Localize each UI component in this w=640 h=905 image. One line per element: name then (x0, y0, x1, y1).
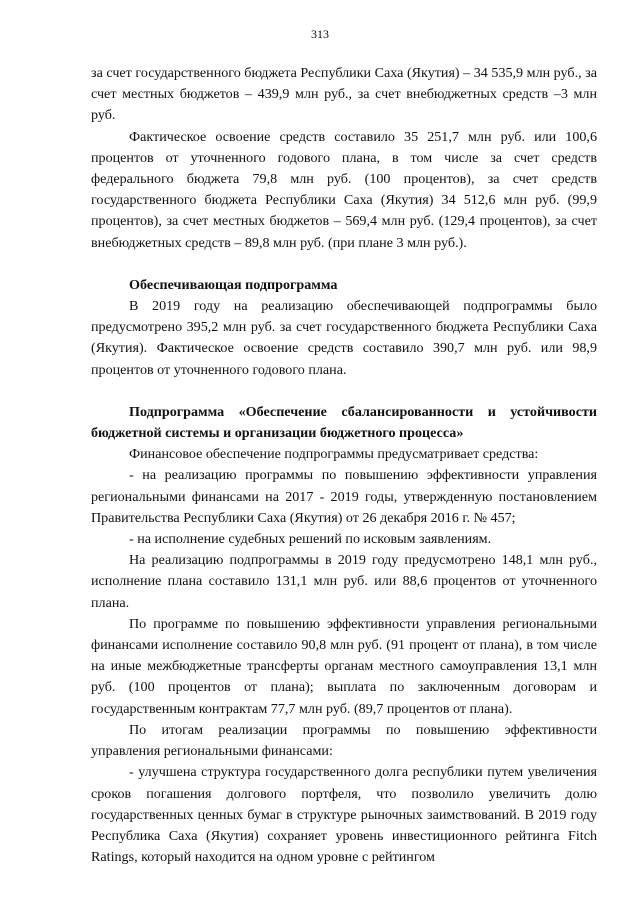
paragraph-subprogram-execution: На реализацию подпрограммы в 2019 году предусмотрено 148,1 млн руб., исполнение плана составило 131,1 млн руб. или 88,6 процентов от уточненного плана. (91, 552, 597, 611)
paragraph-support-subprogram: В 2019 году на реализацию обеспечивающей подпрограммы было предусмотрено 395,2 млн руб. за счет государственного бюджета Республики Саха (Якутия). Фактическое освоение средств составило 390,7 млн руб. или 98,9 процентов от уточненного годового плана. (91, 298, 597, 378)
paragraph-budget-sources: за счет государственного бюджета Республики Саха (Якутия) – 34 535,9 млн руб., за счет местных бюджетов – 439,9 млн руб., за счет внебюджетных средств –3 млн руб. (91, 65, 597, 124)
spacer (91, 254, 597, 275)
paragraph-results-intro: По итогам реализации программы по повышению эффективности управления региональными финансами: (91, 721, 597, 760)
list-item-debt-structure: - улучшена структура государственного долга республики путем увеличения сроков погашения долгового портфеля, что позволило увеличить долю государственных ценных бумаг в структуре рыночных заимствований. В 2019 году Республика Саха (Якутия) сохраняет уровень инвестиционного рейтинга Fitch Ratings, который находится на одном уровне с рейтингом (91, 764, 597, 866)
paragraph-efficiency-execution: По программе по повышению эффективности управления региональными финансами исполнение составило 90,8 млн руб. (91 процент от плана), в том числе на иные межбюджетные трансферты органам местного самоуправления 13,1 млн руб. (100 процентов от плана); выплата по заключенным договорам и государственным контрактам 77,7 млн руб. (89,7 процентов от плана). (91, 615, 597, 717)
heading-support-subprogram: Обеспечивающая подпрограмма (129, 276, 338, 293)
document-body (91, 63, 597, 868)
list-item-efficiency-program: - на реализацию программы по повышению эффективности управления региональными финансами на 2017 - 2019 годы, утвержденную постановлением Правительства Республики Саха (Якутия) от 26 декабря 2016 г. № 457; (91, 467, 597, 526)
spacer (91, 381, 597, 402)
page-number: 313 (311, 27, 329, 41)
heading-balance-subprogram: Подпрограмма «Обеспечение сбалансированности и устойчивости бюджетной системы и организации бюджетного процесса» (91, 403, 597, 442)
paragraph-financing-intro: Финансовое обеспечение подпрограммы предусматривает средства: (129, 446, 539, 463)
list-item-court-decisions: - на исполнение судебных решений по исковым заявлениям. (129, 531, 492, 548)
paragraph-actual-spending: Фактическое освоение средств составило 35 251,7 млн руб. или 100,6 процентов от уточненного годового плана, в том числе за счет средств федерального бюджета 79,8 млн руб. (100 процентов), за счет средств государственного бюджета Республики Саха (Якутия) 34 512,6 млн руб. (99,9 процентов), за счет местных бюджетов – 569,4 млн руб. (129,4 процентов), за счет внебюджетных средств – 89,8 млн руб. (при плане 3 млн руб.). (91, 128, 597, 251)
